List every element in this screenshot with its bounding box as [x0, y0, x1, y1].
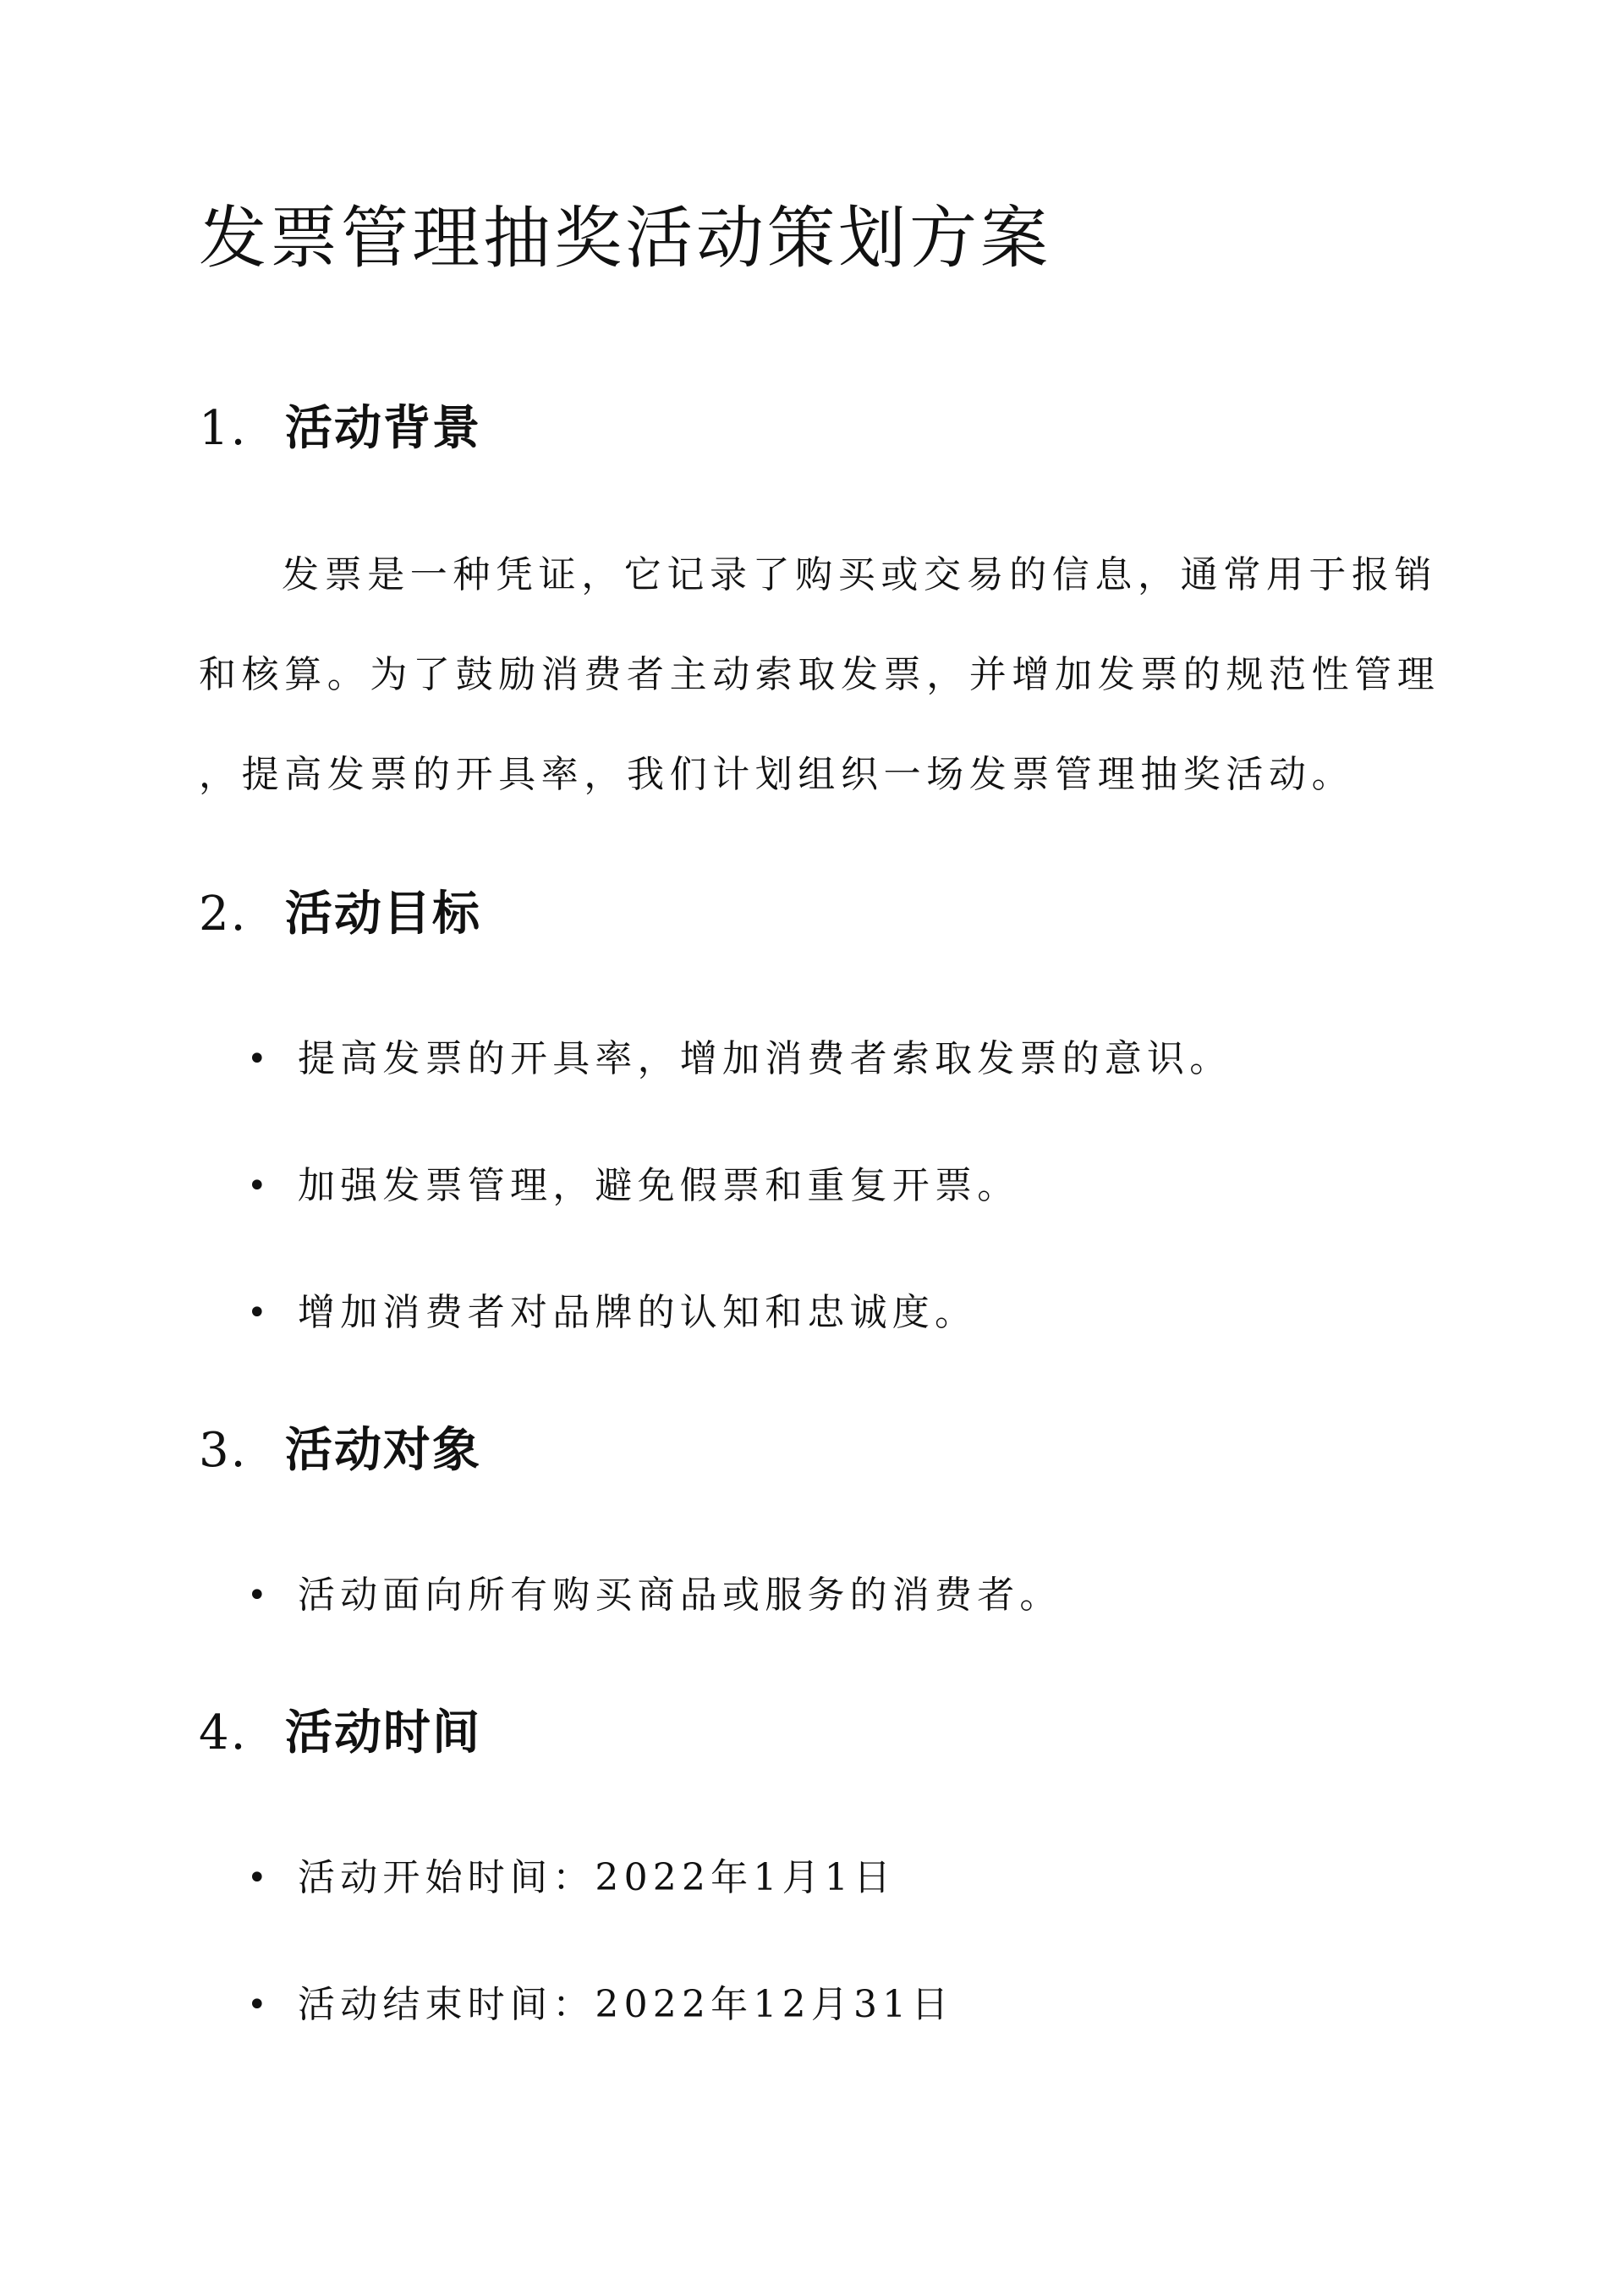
bullet-icon: •: [247, 1040, 272, 1079]
bullet-icon: •: [247, 1167, 272, 1206]
list-item: [247, 1288, 977, 1338]
bullet-icon: •: [247, 1859, 272, 1898]
bullet-icon: •: [247, 1576, 272, 1615]
document-title: 发票管理抽奖活动策划方案: [199, 199, 1051, 277]
section-heading-audience: [199, 1416, 481, 1485]
list-item: [247, 1570, 1062, 1621]
list-item: [247, 1161, 1019, 1211]
list-item: [247, 1853, 896, 1903]
list-item: [247, 1980, 954, 2030]
paragraph-line: 发票是一种凭证，它记录了购买或交易的信息，通常用于报销: [282, 553, 1438, 596]
section-title: 活动对象: [285, 1422, 481, 1478]
list-item-text: 活动结束时间：2022年12月31日: [298, 1983, 954, 2026]
bullet-icon: •: [247, 1986, 272, 2024]
section-number: 1.: [199, 401, 248, 456]
list-item-text: 活动开始时间：2022年1月1日: [298, 1856, 897, 1899]
list-item-text: 加强发票管理，避免假票和重复开票。: [298, 1164, 1020, 1207]
section-number: 3.: [199, 1423, 248, 1478]
section-title: 活动时间: [285, 1705, 481, 1760]
section-title: 活动背景: [285, 400, 481, 456]
list-item-text: 增加消费者对品牌的认知和忠诚度。: [298, 1291, 978, 1334]
section-heading-goals: [199, 880, 481, 948]
list-item-text: 提高发票的开具率，增加消费者索取发票的意识。: [298, 1037, 1232, 1080]
section-title: 活动目标: [285, 886, 481, 942]
list-item-text: 活动面向所有购买商品或服务的消费者。: [298, 1574, 1062, 1617]
section-number: 2.: [199, 887, 248, 942]
paragraph-line: 和核算。为了鼓励消费者主动索取发票，并增加发票的规范性管理: [199, 653, 1440, 696]
paragraph-line: ，提高发票的开具率，我们计划组织一场发票管理抽奖活动。: [199, 753, 1355, 796]
list-item: [247, 1034, 1232, 1085]
bullet-icon: •: [247, 1294, 272, 1332]
section-number: 4.: [199, 1706, 248, 1760]
section-heading-schedule: [199, 1699, 481, 1767]
section-heading-background: [199, 394, 481, 463]
